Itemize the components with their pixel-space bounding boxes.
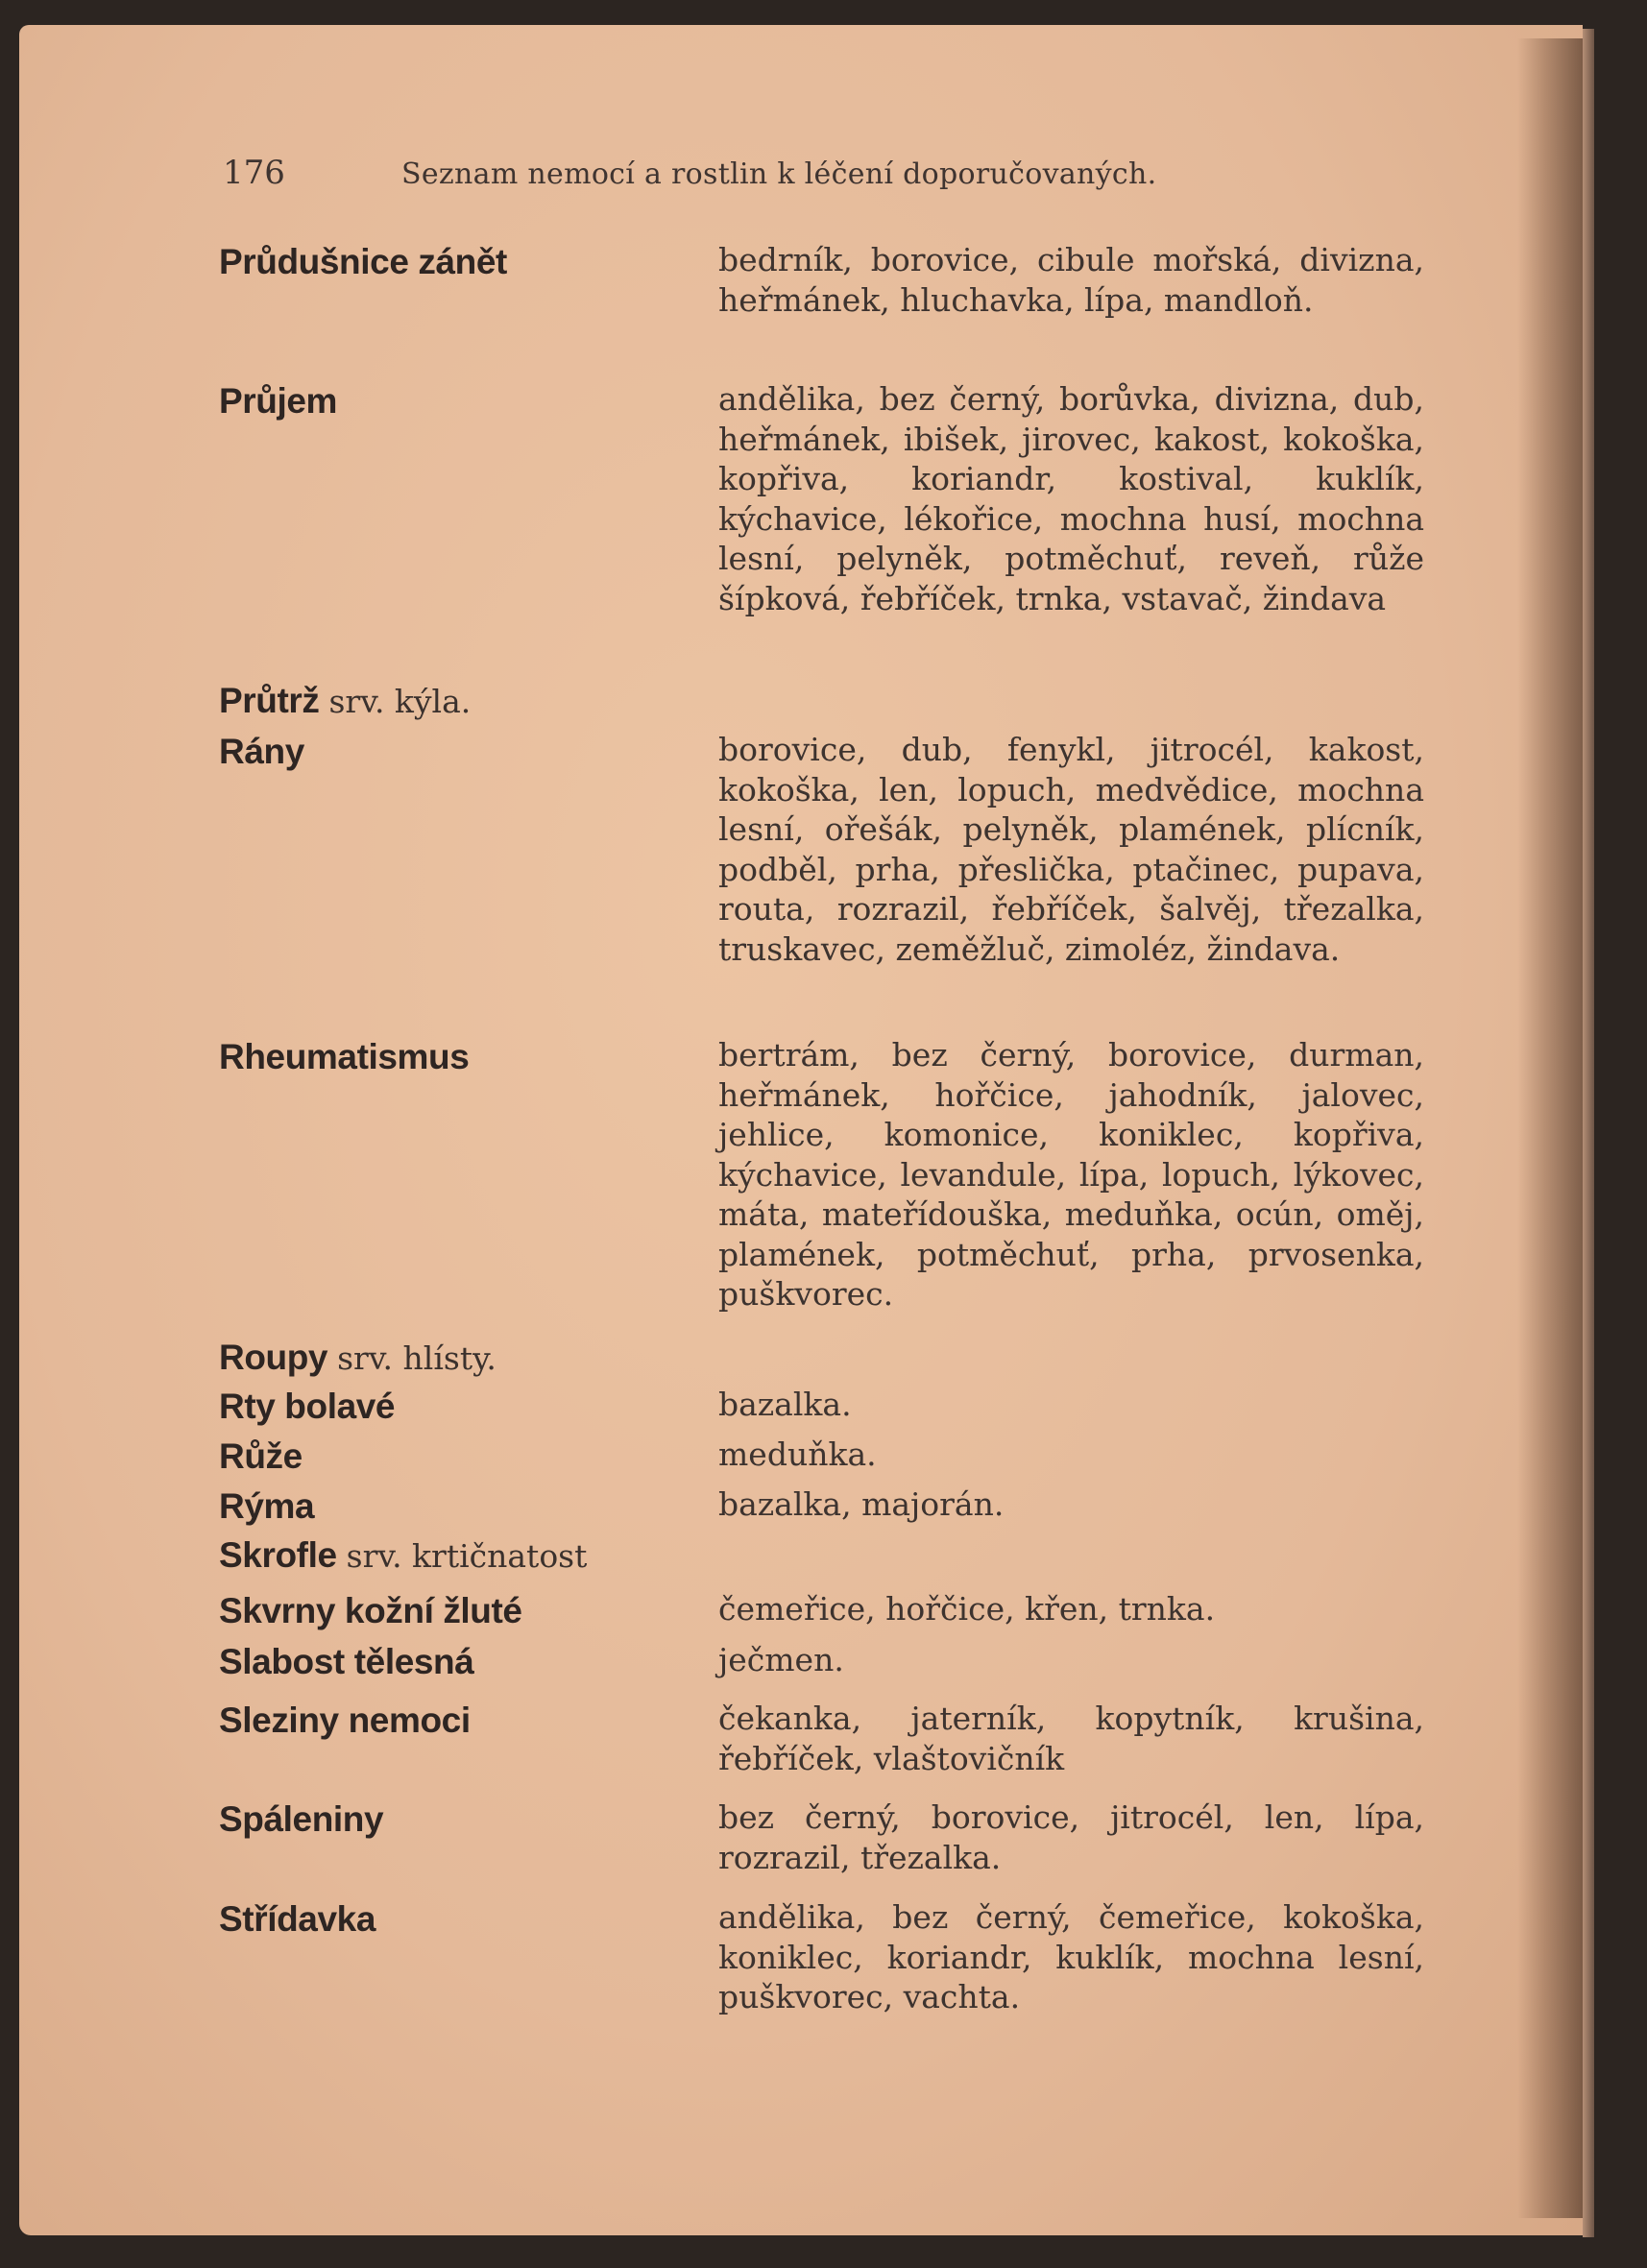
disease-name bbox=[219, 1338, 497, 1378]
cross-reference: srv. krtičnatost bbox=[346, 1537, 588, 1575]
disease-name: Rty bolavé bbox=[219, 1387, 396, 1426]
disease-name: Průjem bbox=[219, 381, 338, 421]
disease-label: Průtrž bbox=[219, 681, 320, 720]
plant-list: bazalka. bbox=[718, 1386, 852, 1423]
cross-reference: srv. hlísty. bbox=[337, 1339, 497, 1377]
disease-name: Střídavka bbox=[219, 1899, 375, 1939]
plant-list: bez černý, borovice, jitrocél, len, lípa, rozrazil, třezalka. bbox=[718, 1798, 1424, 1876]
plant-list: čekanka, jaterník, kopytník, krušina, řebříček, vlaštovičník bbox=[718, 1700, 1424, 1777]
plant-list: meduňka. bbox=[718, 1436, 877, 1473]
plant-list: borovice, dub, fenykl, jitrocél, kakost, kokoška, len, lopuch, medvědice, mochna lesní, ořešák, pelyněk, plamének, plícník, podběl, prha, přeslička, ptačinec, pupava, routa, rozrazil, řebříček, šalvěj, třezalka, truskavec, zeměžluč, zimoléz, žindava. bbox=[718, 731, 1424, 968]
plant-list: andělika, bez černý, čemeřice, kokoška, koniklec, koriandr, kuklík, mochna lesní, puškvorec, vachta. bbox=[718, 1898, 1424, 2015]
disease-name: Rheumatismus bbox=[219, 1037, 470, 1076]
plant-list: bertrám, bez černý, borovice, durman, heřmánek, hořčice, jahodník, jalovec, jehlice, komonice, koniklec, kopřiva, kýchavice, levandule, lípa, lopuch, lýkovec, máta, mateřídouška, meduňka, ocún, oměj, plamének, potměchuť, prha, prvosenka, puškvorec. bbox=[718, 1036, 1424, 1313]
disease-name: Rýma bbox=[219, 1486, 315, 1526]
disease-name bbox=[219, 681, 471, 721]
plant-list: čemeřice, hořčice, křen, trnka. bbox=[718, 1590, 1216, 1628]
running-head bbox=[223, 154, 1423, 196]
page-title: Seznam nemocí a rostlin k léčení doporučovaných. bbox=[401, 157, 1157, 191]
disease-name: Průdušnice zánět bbox=[219, 242, 507, 281]
page-edge bbox=[1583, 29, 1594, 2237]
disease-label: Skrofle bbox=[219, 1535, 337, 1575]
plant-list: andělika, bez černý, borůvka, divizna, dub, heřmánek, ibišek, jirovec, kakost, kokoška, kopřiva, koriandr, kostival, kuklík, kýchavice, lékořice, mochna husí, mochna lesní, pelyněk, potměchuť, reveň, růže šípková, řebříček, trnka, vstavač, žindava bbox=[718, 380, 1424, 617]
cross-reference: srv. kýla. bbox=[328, 683, 472, 720]
plant-list: bazalka, majorán. bbox=[718, 1485, 1005, 1523]
plant-list: ječmen. bbox=[718, 1641, 844, 1678]
disease-name: Rány bbox=[219, 732, 304, 771]
disease-name bbox=[219, 1535, 587, 1576]
page-number: 176 bbox=[223, 154, 285, 192]
disease-name: Slabost tělesná bbox=[219, 1642, 474, 1681]
disease-name: Spáleniny bbox=[219, 1799, 384, 1839]
disease-name: Sleziny nemoci bbox=[219, 1701, 471, 1740]
plant-list: bedrník, borovice, cibule mořská, divizna, heřmánek, hluchavka, lípa, mandloň. bbox=[718, 241, 1424, 319]
disease-name: Růže bbox=[219, 1436, 303, 1476]
disease-name: Skvrny kožní žluté bbox=[219, 1591, 522, 1630]
disease-label: Roupy bbox=[219, 1338, 328, 1377]
